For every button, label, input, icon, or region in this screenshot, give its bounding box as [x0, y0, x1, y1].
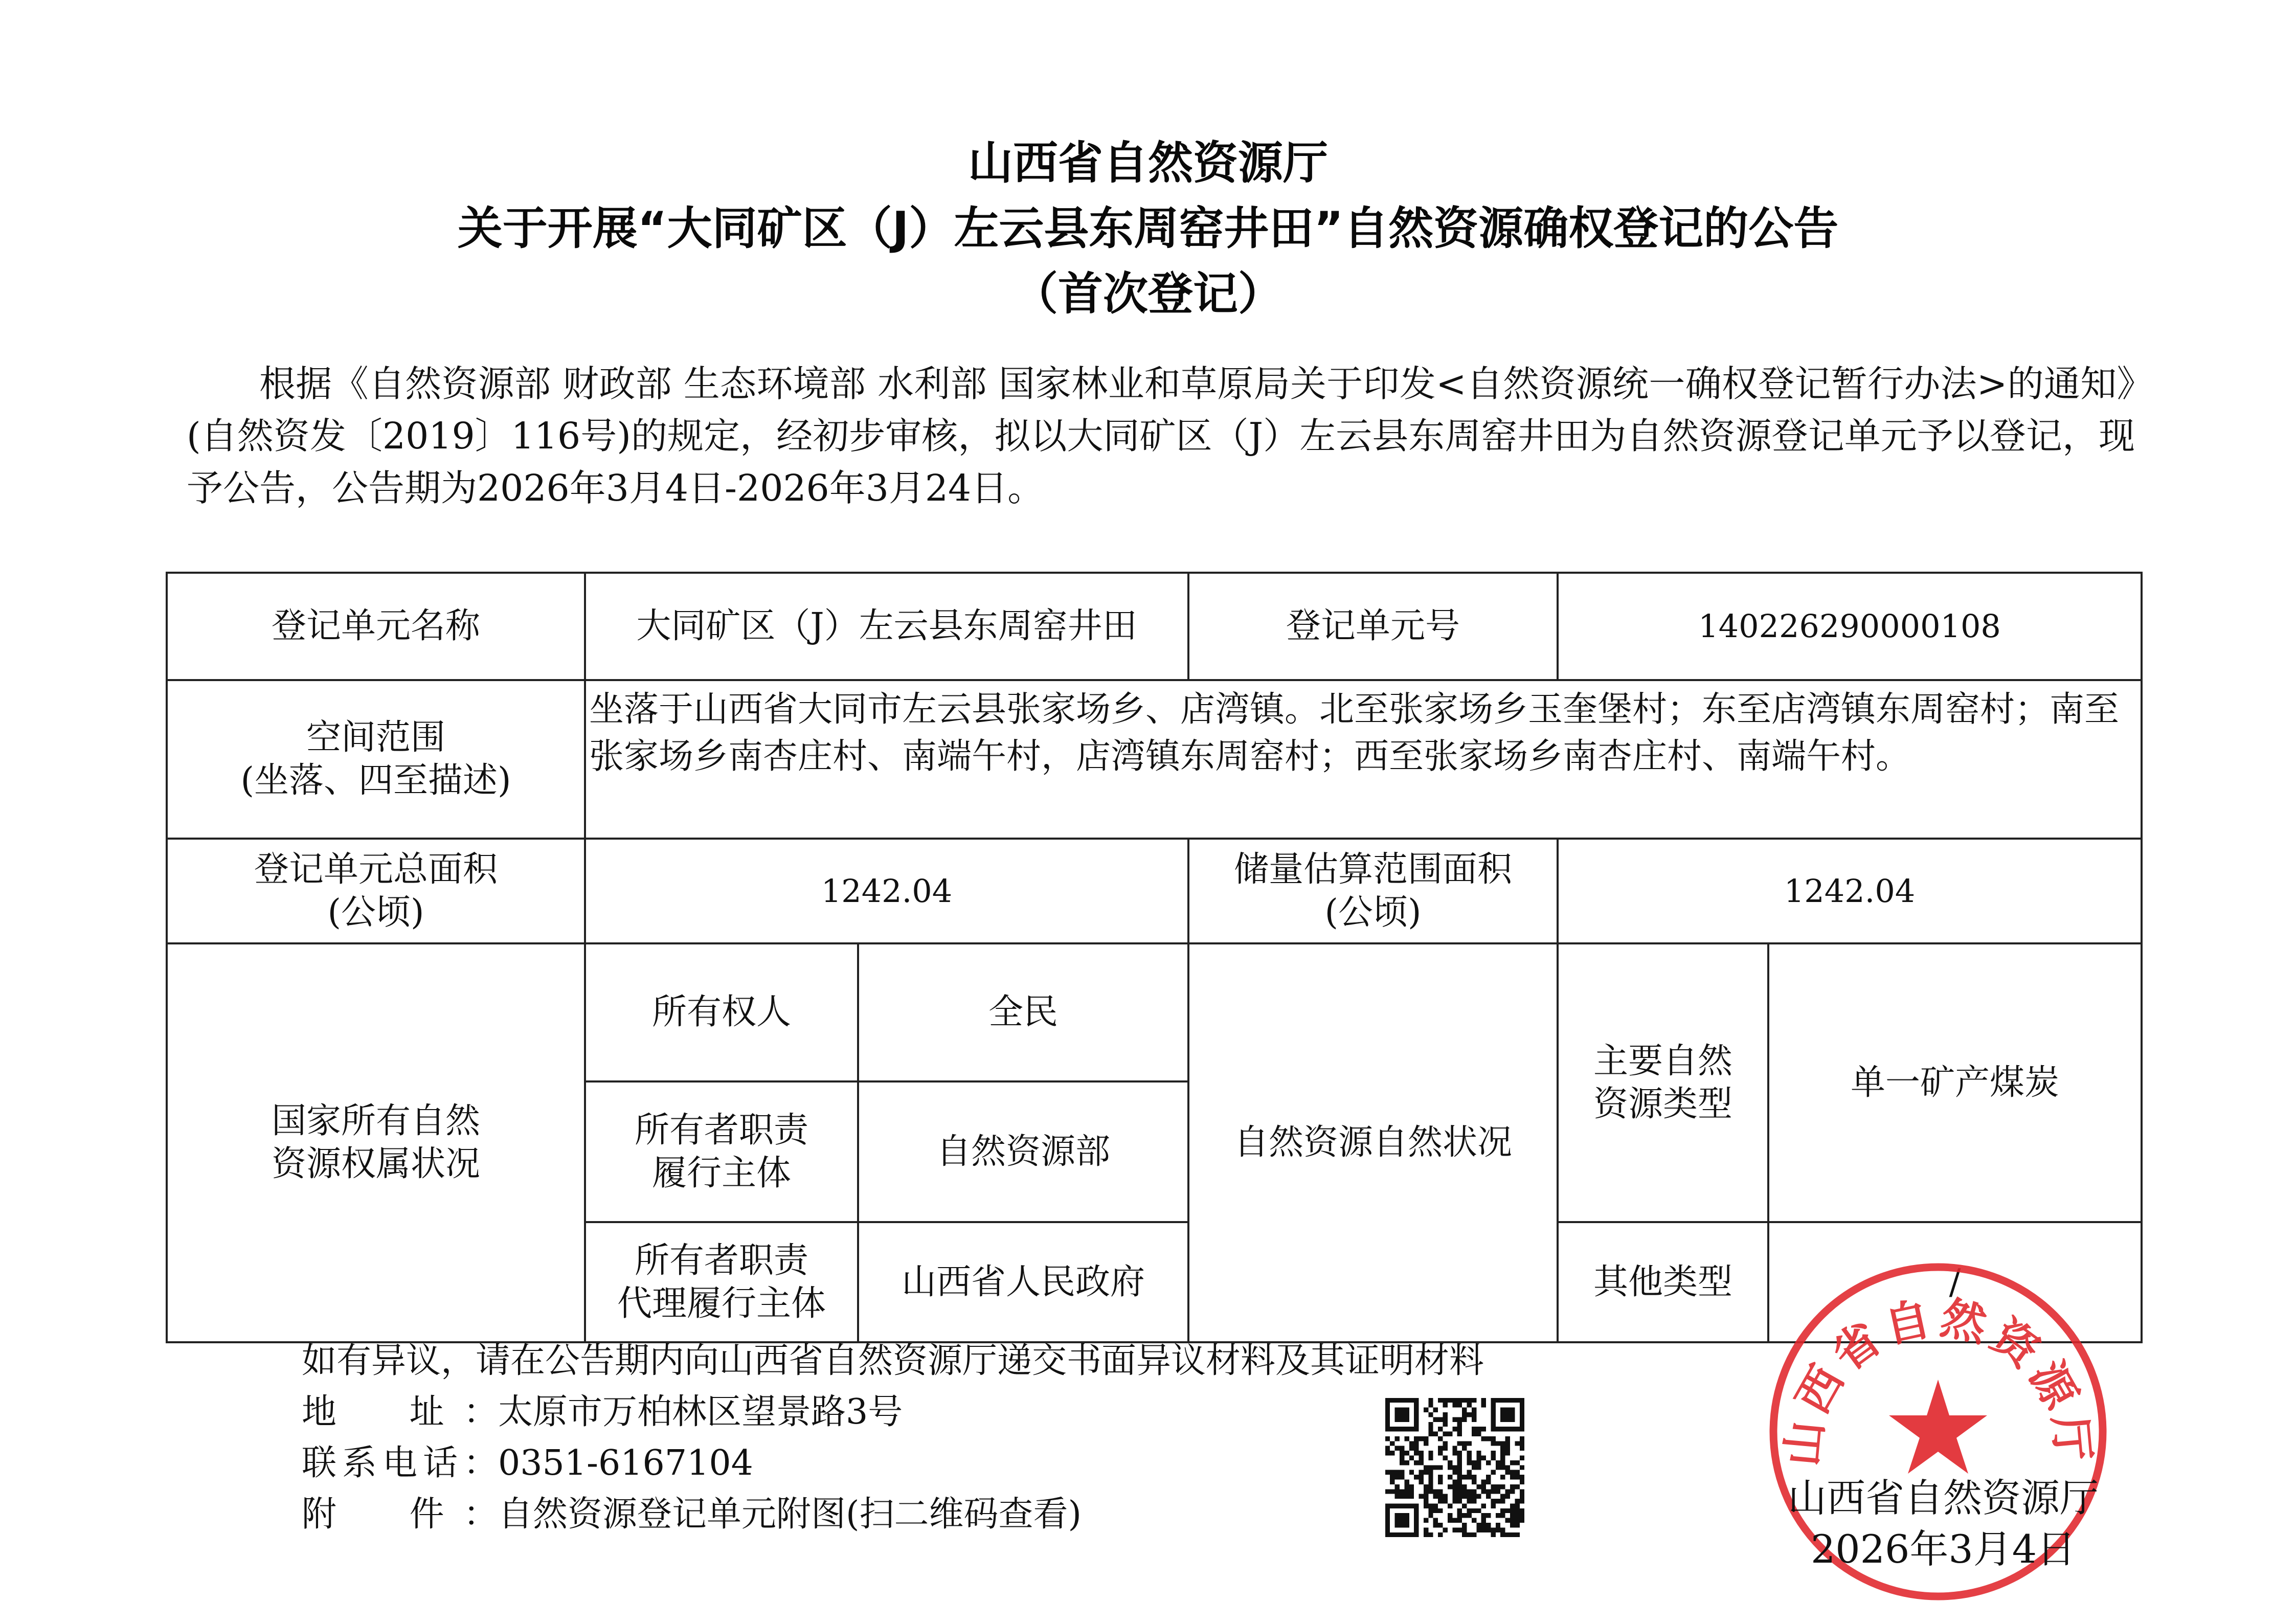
seal-text: 山西省自然资源厅 [1775, 1290, 2101, 1469]
owner-value: 全民 [858, 943, 1188, 1081]
attachment-label: 附 件： [302, 1494, 498, 1535]
unit-name-label: 登记单元名称 [167, 573, 585, 680]
other-type-value: / [1768, 1222, 2142, 1342]
unit-name-value: 大同矿区（J）左云县东周窑井田 [585, 573, 1188, 680]
agent-subject-value: 山西省人民政府 [858, 1222, 1188, 1342]
agent-subject-label-line-1: 所有者职责 [634, 1240, 808, 1281]
reserve-area-label-line-2: (公顷) [1324, 892, 1422, 933]
intro-paragraph: 根据《自然资源部 财政部 生态环境部 水利部 国家林业和草原局关于印发<自然资源统一确权登记暂行办法>的通知》(自然资发〔2019〕116号)的规定，经初步审核，拟以大同矿区（J）左云县东周窑井田为自然资源登记单元予以登记，现予公告，公告期为2026年3月4日-2026年3月24日。 [187, 363, 2135, 509]
main-type-label [1558, 943, 1768, 1222]
space-label [167, 680, 585, 839]
space-label-line-2: (坐落、四至描述) [240, 760, 511, 801]
title-line-2: 关于开展“大同矿区（J）左云县东周窑井田”自然资源确权登记的公告 [457, 202, 1839, 255]
main-type-value: 单一矿产煤炭 [1768, 943, 2142, 1222]
ownership-label-line-1: 国家所有自然 [271, 1101, 480, 1141]
table-row [167, 943, 2142, 1081]
agent-subject-label-line-2: 代理履行主体 [617, 1283, 826, 1324]
duty-subject-label-line-2: 履行主体 [651, 1153, 791, 1193]
title-line-3: （首次登记） [1012, 267, 1283, 320]
space-label-line-1: 空间范围 [306, 717, 445, 758]
table-row [167, 573, 2142, 680]
duty-subject-label [585, 1081, 858, 1222]
seal-star [1889, 1380, 1987, 1474]
registration-table [166, 572, 2143, 1343]
agent-subject-label [585, 1222, 858, 1342]
main-type-label-line-1: 主要自然 [1593, 1041, 1733, 1081]
issuer-block [1769, 1473, 2117, 1575]
natural-status-label: 自然资源自然状况 [1188, 943, 1558, 1342]
reserve-area-label [1188, 839, 1558, 943]
phone-value: 0351-6167104 [498, 1443, 753, 1483]
notice-title [0, 130, 2296, 327]
duty-subject-value: 自然资源部 [858, 1081, 1188, 1222]
objection-line [302, 1336, 1484, 1387]
reserve-area-label-line-1: 储量估算范围面积 [1234, 849, 1513, 890]
address-line [302, 1387, 1484, 1438]
unit-no-label: 登记单元号 [1188, 573, 1558, 680]
table-row [167, 839, 2142, 943]
main-type-label-line-2: 资源类型 [1593, 1084, 1733, 1124]
address-label: 地 址： [302, 1392, 498, 1432]
table-row [167, 680, 2142, 839]
owner-label: 所有权人 [585, 943, 858, 1081]
other-type-label: 其他类型 [1558, 1222, 1768, 1342]
objection-text: 如有异议，请在公告期内向山西省自然资源厅递交书面异议材料及其证明材料 [302, 1341, 1484, 1381]
issuer-name: 山西省自然资源厅 [1788, 1475, 2099, 1521]
total-area-label-line-2: (公顷) [327, 892, 424, 933]
address-value: 太原市万柏林区望景路3号 [498, 1392, 903, 1432]
unit-no-value: 140226290000108 [1558, 573, 2142, 680]
phone-line [302, 1438, 1484, 1489]
total-area-label [167, 839, 585, 943]
attachment-line [302, 1489, 1484, 1540]
issuer-date: 2026年3月4日 [1810, 1526, 2076, 1572]
phone-label: 联系电话： [302, 1443, 498, 1483]
ownership-label [167, 943, 585, 1342]
space-description: 坐落于山西省大同市左云县张家场乡、店湾镇。北至张家场乡玉奎堡村；东至店湾镇东周窑村；南至张家场乡南杏庄村、南端午村，店湾镇东周窑村；西至张家场乡南杏庄村、南端午村。 [585, 680, 2142, 839]
duty-subject-label-line-1: 所有者职责 [634, 1110, 808, 1151]
ownership-label-line-2: 资源权属状况 [271, 1144, 480, 1184]
attachment-value: 自然资源登记单元附图(扫二维码查看) [498, 1494, 1082, 1535]
reserve-area-value: 1242.04 [1558, 839, 2142, 943]
contact-info [302, 1336, 1484, 1540]
total-area-value: 1242.04 [585, 839, 1188, 943]
total-area-label-line-1: 登记单元总面积 [254, 849, 498, 890]
title-line-1: 山西省自然资源厅 [967, 137, 1328, 189]
qr-code-icon[interactable] [1376, 1388, 1534, 1547]
